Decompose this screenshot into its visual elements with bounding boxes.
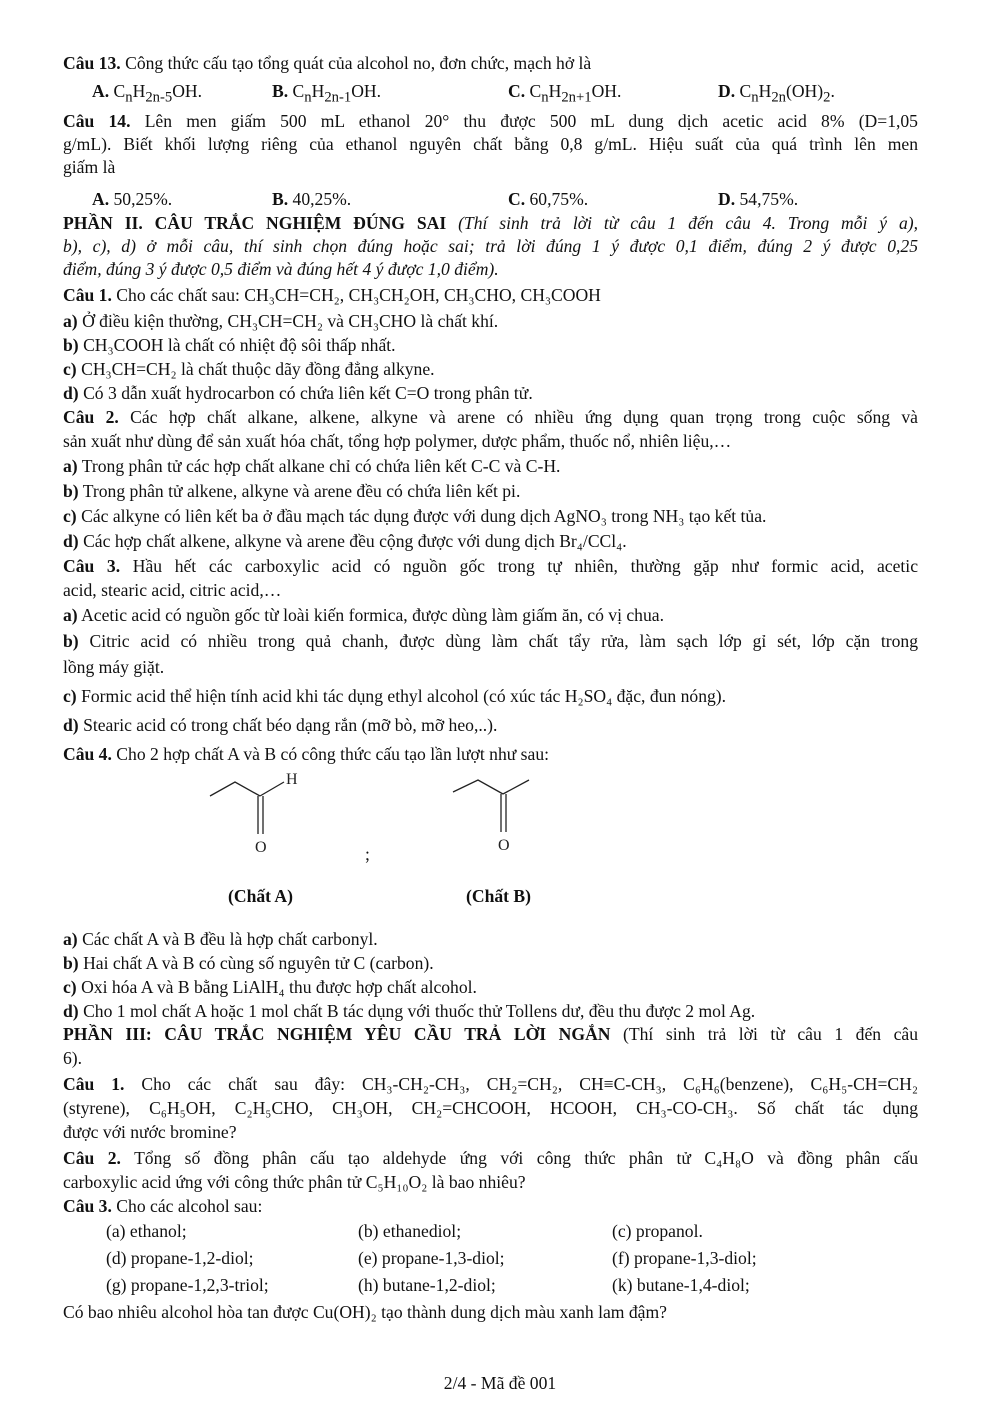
structure-b-butanone [445,770,565,860]
q14-stem-line3: giấm là [63,157,116,177]
p2q3-b-line1: b) Citric acid có nhiều trong quả chanh, được dùng làm chất tẩy rửa, làm sạch lớp gỉ sét, lớp cặn trong [63,631,918,651]
structure-a-atom-o: O [255,839,267,856]
part2-note-line3: điểm, đúng 3 ý được 0,5 điểm và đúng hết 4 ý được 1,0 điểm). [63,259,499,279]
alcohol-item-a: (a) ethanol; [106,1221,187,1241]
q13-label: Câu 13. [63,53,121,73]
alcohol-item-f: (f) propane-1,3-diol; [612,1248,757,1268]
p3q3-stem: Câu 3. Cho các alcohol sau: [63,1196,263,1216]
q13-stem: Câu 13. Công thức cấu tạo tổng quát của alcohol no, đơn chức, mạch hở là [63,53,592,73]
alcohol-item-k: (k) butane-1,4-diol; [612,1275,750,1295]
alcohol-item-b: (b) ethanediol; [358,1221,462,1241]
q13-option-d: D. $C_nH_{2n}(OH)_2$. [718,81,835,106]
structure-b-chain [453,780,503,794]
p2q4-c: c) Oxi hóa A và B bằng LiAlH₄ thu được hợp chất alcohol. [63,977,477,997]
part3-heading: PHẦN III: CÂU TRẮC NGHIỆM YÊU CẦU TRẢ LỜI NGẮN (Thí sinh trả lời từ câu 1 đến câu [63,1024,919,1044]
p3q2-line2: carboxylic acid ứng với công thức phân tử C₅H₁₀O₂ là bao nhiêu? [63,1172,526,1192]
alcohol-item-d: (d) propane-1,2-diol; [106,1248,254,1268]
p3q1-line2: (styrene), C₆H₅OH, C₂H₅CHO, CH₃OH, CH₂=CHCOOH, HCOOH, CH₃-CO-CH₃. Số chất tác dụng [63,1098,918,1118]
p3q1-line1: Câu 1. Cho các chất sau đây: CH₃-CH₂-CH₃, CH₂=CH₂, CH≡C-CH₃, C₆H₆(benzene), C₆H₅-CH=CH₂ [63,1074,918,1094]
p2q4-stem: Câu 4. Cho 2 hợp chất A và B có công thức cấu tạo lần lượt như sau: [63,744,550,764]
q14-option-a: A. 50,25%. [92,189,173,209]
structure-a-butanal [200,770,320,860]
alcohol-item-e: (e) propane-1,3-diol; [358,1248,505,1268]
p2q4-b: b) Hai chất A và B có cùng số nguyên tử C (carbon). [63,953,434,973]
structure-a-bond-ch [260,782,284,796]
p2q2-stem-line1: Câu 2. Các hợp chất alkane, alkene, alkyne và arene có nhiều ứng dụng quan trọng trong cuộc sống và [63,407,918,427]
p3q3-question: Có bao nhiêu alcohol hòa tan được Cu(OH)₂ tạo thành dung dịch màu xanh lam đậm? [63,1302,667,1322]
q14-option-d: D. 54,75%. [718,189,799,209]
p2q1-b: b) CH₃COOH là chất có nhiệt độ sôi thấp nhất. [63,335,396,355]
q13-option-a: A. $C_nH_{2n-5}OH$. [92,81,202,106]
q13-option-c: C. $C_nH_{2n+1}OH$. [508,81,622,106]
part3-note-line2: 6). [63,1048,83,1068]
structure-a-atom-h: H [286,771,298,788]
alcohol-item-g: (g) propane-1,2,3-triol; [106,1275,269,1295]
q14-option-b: B. 40,25%. [272,189,352,209]
q14-stem-line2: g/mL). Biết khối lượng riêng của ethanol nguyên chất bằng 0,8 g/mL. Hiệu suất của quá trình lên men [63,134,918,154]
page-footer: 2/4 - Mã đề 001 [443,1373,557,1393]
p2q3-c: c) Formic acid thể hiện tính acid khi tác dụng ethyl alcohol (có xúc tác H₂SO₄ đặc, đun nóng). [63,686,727,706]
structure-a-chain [210,782,260,796]
structure-separator: ; [365,844,370,864]
p2q1-c: c) CH₃CH=CH₂ là chất thuộc dãy đồng đẳng alkyne. [63,359,435,379]
alcohol-item-h: (h) butane-1,2-diol; [358,1275,496,1295]
p2q2-b: b) Trong phân tử alkene, alkyne và arene đều có chứa liên kết pi. [63,481,521,501]
p2q1-a: a) Ở điều kiện thường, CH₃CH=CH₂ và CH₃CHO là chất khí. [63,311,499,331]
p2q3-stem-line1: Câu 3. Hầu hết các carboxylic acid có nguồn gốc trong tự nhiên, thường gặp như formic acid, acetic [63,556,918,576]
part2-heading: PHẦN II. CÂU TRẮC NGHIỆM ĐÚNG SAI (Thí sinh trả lời từ câu 1 đến câu 4. Trong mỗi ý a), [63,213,919,233]
structure-b-atom-o: O [498,837,510,854]
p3q1-line3: được với nước bromine? [63,1122,237,1142]
q13-option-b: B. $C_nH_{2n-1}OH$. [272,81,382,106]
q14-stem-line1: Câu 14. Lên men giấm 500 mL ethanol 20° thu được 500 mL dung dịch acetic acid 8% (D=1,05 [63,111,918,131]
p2q3-stem-line2: acid, stearic acid, citric acid,… [63,580,282,600]
p2q4-a: a) Các chất A và B đều là hợp chất carbonyl. [63,929,378,949]
p2q4-d: d) Cho 1 mol chất A hoặc 1 mol chất B tác dụng với thuốc thử Tollens dư, đều thu được 2 mol Ag. [63,1001,756,1021]
p3q2-line1: Câu 2. Tổng số đồng phân cấu tạo aldehyde ứng với công thức phân tử C₄H₈O và đồng phân cấu [63,1148,918,1168]
p2q2-stem-line2: sản xuất như dùng để sản xuất hóa chất, tổng hợp polymer, dược phẩm, thuốc nổ, nhiên liệu,… [63,431,732,451]
p2q2-c: c) Các alkyne có liên kết ba ở đầu mạch tác dụng được với dung dịch AgNO₃ trong NH₃ tạo kết tủa. [63,506,767,526]
alcohol-item-c: (c) propanol. [612,1221,703,1241]
part2-note-line2: b), c), d) ở mỗi câu, thí sinh chọn đúng hoặc sai; trả lời đúng 1 ý được 0,1 điểm, đúng 2 ý được 0,25 [63,236,918,256]
q14-option-c: C. 60,75%. [508,189,589,209]
p2q1-stem: Câu 1. Cho các chất sau: CH₃CH=CH₂, CH₃CH₂OH, CH₃CHO, CH₃COOH [63,285,601,305]
p2q2-d: d) Các hợp chất alkene, alkyne và arene đều cộng được với dung dịch Br₄/CCl₄. [63,531,627,551]
p2q1-d: d) Có 3 dẫn xuất hydrocarbon có chứa liên kết C=O trong phân tử. [63,383,533,403]
structure-b-bond-methyl [503,780,529,794]
p2q3-d: d) Stearic acid có trong chất béo dạng rắn (mỡ bò, mỡ heo,..). [63,715,498,735]
p2q3-b-line2: lồng máy giặt. [63,657,165,677]
p2q2-a: a) Trong phân tử các hợp chất alkane chỉ có chứa liên kết C-C và C-H. [63,456,561,476]
caption-compound-a: (Chất A) [228,886,293,906]
p2q3-a: a) Acetic acid có nguồn gốc từ loài kiến formica, được dùng làm giấm ăn, có vị chua. [63,605,664,625]
caption-compound-b: (Chất B) [466,886,531,906]
